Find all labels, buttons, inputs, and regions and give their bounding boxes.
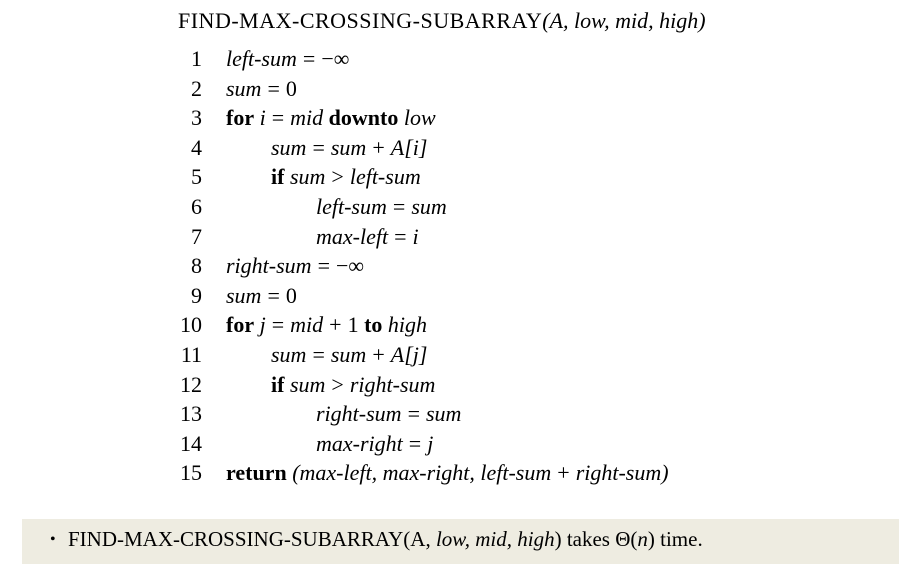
code-line [0, 460, 917, 490]
code-line [0, 401, 917, 431]
line-number: 11 [180, 342, 202, 367]
line-number: 7 [191, 223, 202, 249]
line-number: 14 [180, 430, 202, 456]
line-code: left-sum = −∞ [226, 46, 350, 71]
line-code: return (max-left, max-right, left-sum + right-sum) [226, 460, 669, 486]
line-number: 13 [180, 401, 202, 427]
code-line [0, 372, 917, 402]
line-number: 12 [180, 371, 202, 397]
code-line [0, 224, 917, 254]
code-line [0, 194, 917, 224]
line-code: sum = 0 [226, 282, 297, 308]
line-code: max-right = j [316, 430, 434, 456]
line-code: right-sum = −∞ [226, 253, 365, 279]
line-code: sum = 0 [226, 75, 297, 101]
algorithm-title [178, 8, 706, 34]
code-line [0, 76, 917, 106]
line-code: max-left = i [316, 223, 419, 249]
line-code: sum = sum + A[i] [271, 134, 428, 160]
code-line [0, 253, 917, 283]
line-number: 3 [191, 105, 202, 131]
code-line [0, 46, 917, 76]
line-number: 1 [191, 46, 202, 71]
line-number: 6 [191, 194, 202, 219]
code-line [0, 283, 917, 313]
line-number: 10 [180, 312, 202, 338]
code-line [0, 105, 917, 135]
complexity-statement: FIND-MAX-CROSSING-SUBARRAY(A, low, mid, high) takes Θ(n) time. [68, 527, 703, 551]
procedure-params: (A, low, mid, high) [542, 8, 706, 33]
code-line [0, 135, 917, 165]
summary-note [22, 519, 899, 564]
line-number: 8 [191, 253, 202, 279]
line-code: left-sum = sum [316, 194, 447, 219]
line-code: right-sum = sum [316, 401, 462, 427]
line-code: sum = sum + A[j] [271, 342, 428, 367]
code-line [0, 431, 917, 461]
code-line [0, 342, 917, 372]
code-line [0, 164, 917, 194]
line-number: 9 [191, 282, 202, 308]
bullet-icon: • [50, 531, 56, 548]
line-number: 15 [180, 460, 202, 486]
code-line [0, 312, 917, 342]
line-code: if sum > right-sum [271, 371, 436, 397]
procedure-name: FIND-MAX-CROSSING-SUBARRAY [178, 8, 543, 33]
line-code: for i = mid downto low [226, 105, 436, 131]
line-code: if sum > left-sum [271, 164, 421, 190]
line-number: 5 [191, 164, 202, 190]
line-number: 4 [191, 134, 202, 160]
line-code: for j = mid + 1 to high [226, 312, 428, 338]
line-number: 2 [191, 75, 202, 101]
